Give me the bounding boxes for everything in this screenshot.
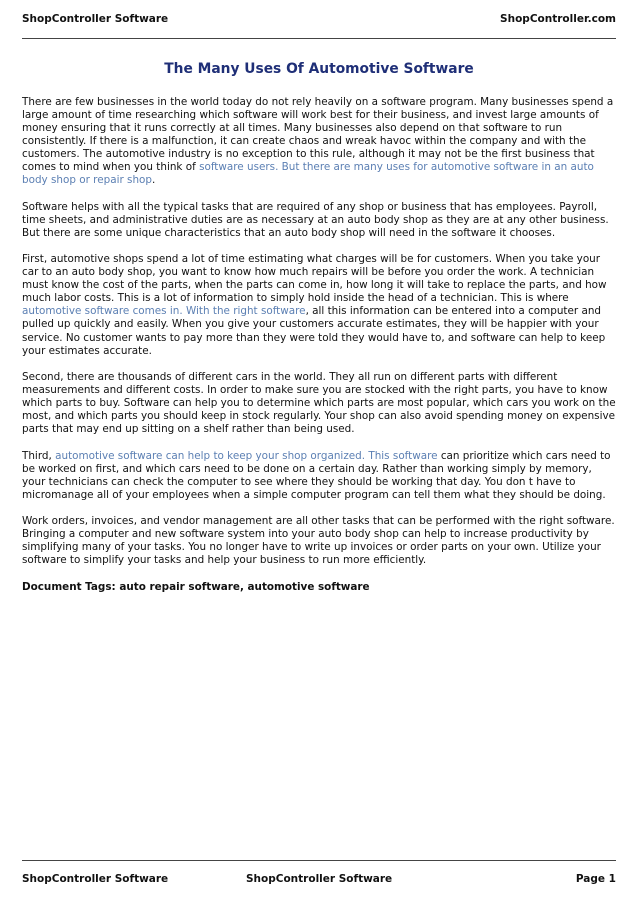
software-users-link[interactable]: software users. But there are many uses for automotive software in an auto body shop or repair shop — [22, 161, 594, 187]
shop-organized-link[interactable]: automotive software can help to keep your shop organized. This software — [55, 449, 438, 462]
page-footer — [22, 860, 616, 885]
paragraph-text: Third, — [22, 449, 56, 462]
footer-company-name: ShopController Software — [22, 873, 169, 885]
footer-center-title: ShopController Software — [246, 873, 393, 885]
paragraph-text: There are few businesses in the world today do not rely heavily on a software program. Many businesses spend a large amount of time researching which software will work best for their business, and invest large amounts of money ensuring that it runs correctly at all times. Many businesses also depend on that software to run consistently. If there is a malfunction, it can create chaos and wreak havoc within the company and with the customers. The automotive industry is no exception to this rule, although it may not be the first business that comes to mind when you think of — [22, 96, 614, 174]
paragraph-intro — [22, 96, 616, 187]
paragraph-text: can prioritize which cars need to be worked on first, and which cars need to be done on a certain day. Rather than working simply by memory, your technicians can check the computer to see where they should be working that day. You don t have to micromanage all of your employees when a simple computer program can tell them what they should be doing. — [22, 449, 611, 501]
page-number: Page 1 — [575, 873, 616, 885]
document-body — [22, 96, 616, 607]
document-tags: Document Tags: auto repair software, automotive software — [22, 580, 370, 593]
page-header — [22, 13, 616, 39]
paragraph-text: First, automotive shops spend a lot of time estimating what charges will be for customers. When you take your car to an auto body shop, you want to know how much repairs will be before you order the work. A technician must know the cost of the parts, when the parts can come in, how long it will take to replace the parts, and how much labor costs. This is a lot of information to simply hold inside the head of a technician. This is where — [22, 253, 607, 305]
paragraph-text: , all this information can be entered into a computer and pulled up quickly and easily. When you give your customers accurate estimates, they will be happier with your service. No customer wants to pay more than they were told they would have to, and software can help to keep your estimates accurate. — [22, 305, 606, 357]
paragraph-estimating — [22, 253, 616, 357]
paragraph-work-orders: Work orders, invoices, and vendor management are all other tasks that can be performed with the right software. Bringing a computer and new software system into your auto body shop can help to increase productivity by simplifying many of your tasks. You no longer have to write up invoices or order parts on your own. Utilize your software to simplify your tasks and help your business to run more efficiently. — [22, 515, 615, 567]
document-title: The Many Uses Of Automotive Software — [164, 61, 474, 77]
header-website: ShopController.com — [500, 13, 616, 25]
header-company-name: ShopController Software — [22, 13, 169, 25]
automotive-software-link[interactable]: automotive software comes in. With the right software — [22, 305, 306, 318]
paragraph-text: . — [152, 174, 156, 187]
paragraph-organization — [22, 450, 616, 502]
paragraph-typical-tasks: Software helps with all the typical tasks that are required of any shop or business that has employees. Payroll, time sheets, and administrative duties are as necessary at an auto body shop as they are at any other business. But there are some unique characteristics that an auto body shop will need in the software it chooses. — [22, 200, 609, 239]
paragraph-parts: Second, there are thousands of different cars in the world. They all run on different parts with different measurements and different costs. In order to make sure you are stocked with the right parts, you have to know which parts to buy. Software can help you to determine which parts are most popular, which cars you work on the most, and which parts you should keep in stock regularly. Your shop can also avoid spending money on expensive parts that may end up sitting on a shelf rather than being used. — [22, 371, 616, 436]
